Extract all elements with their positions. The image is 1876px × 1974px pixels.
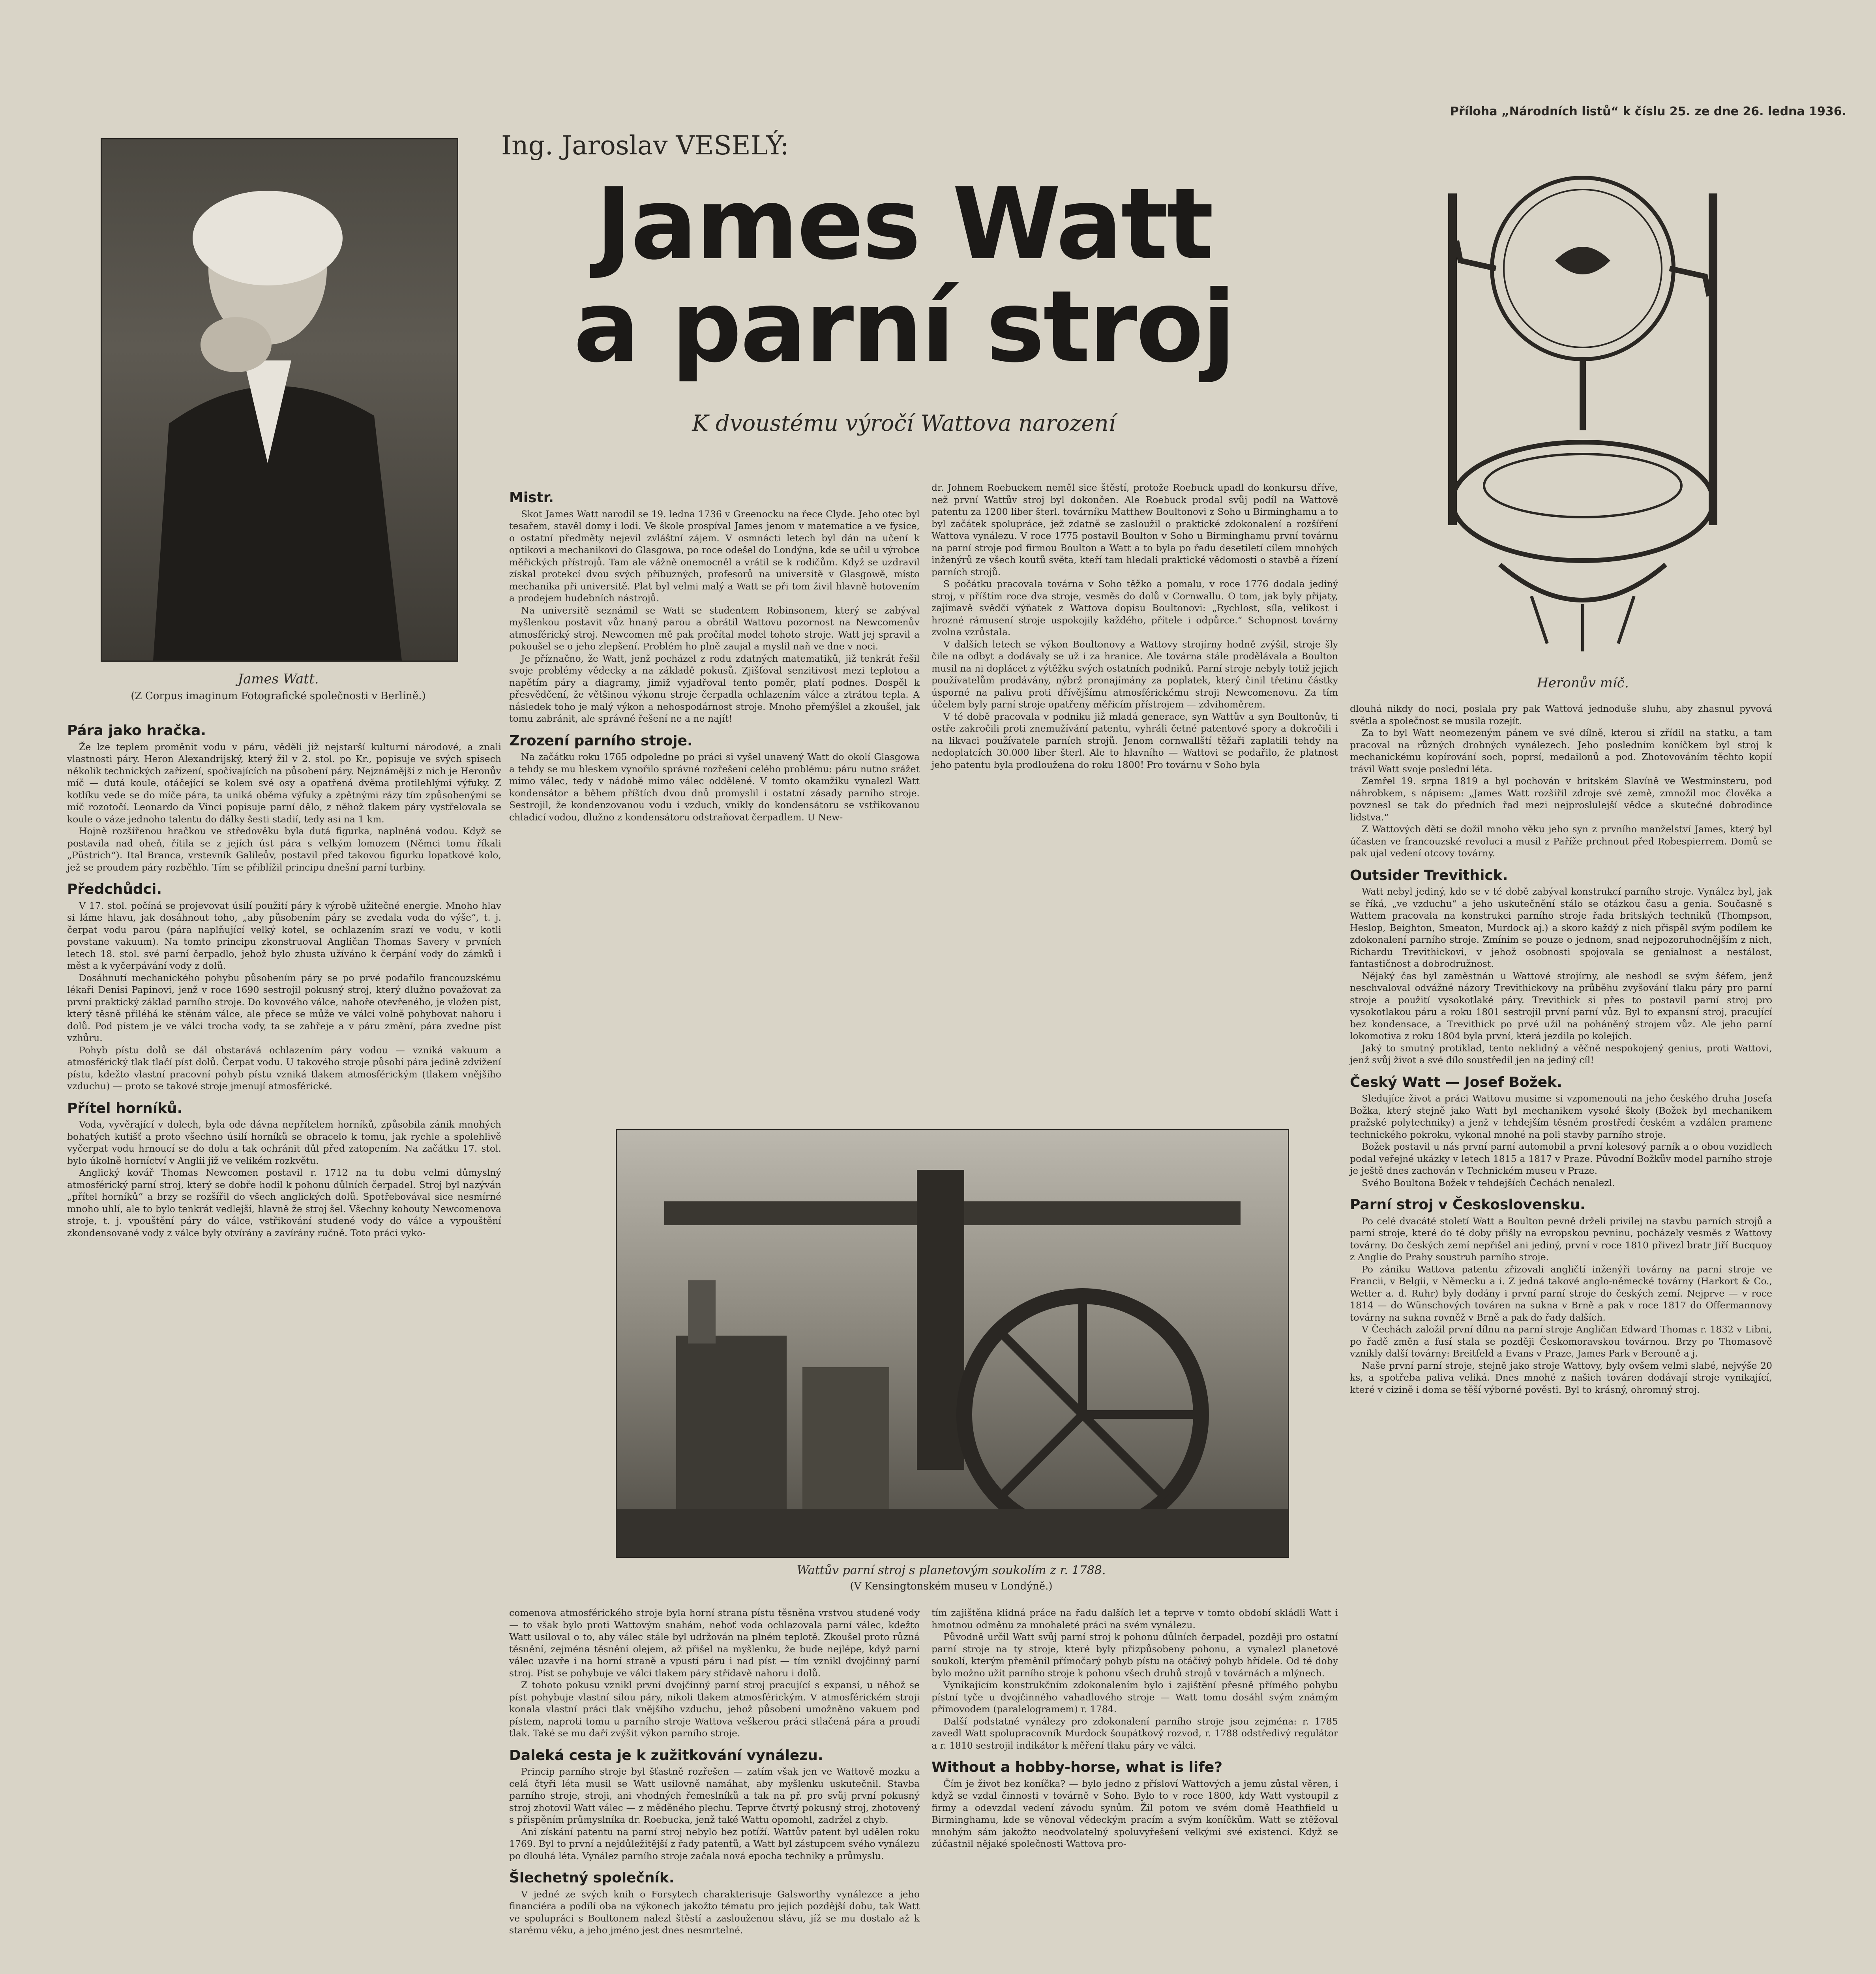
portrait-caption: James Watt. <box>238 671 319 687</box>
paragraph: V jedné ze svých knih o Forsytech charakterisuje Galsworthy vynálezce a jeho financiéra a podílí oba na výkonech jakožto tématu pro jejich pozdější dobu, tak Watt ve spolupráci s Boultonem nalezl štěstí a zaslouženou slávu, jíž se mu dostalo až k starému věku, a jeho jméno jest dnes nesmrtelné. <box>509 1888 920 1936</box>
section-heading: Předchůdci. <box>67 881 162 897</box>
paragraph: Watt nebyl jediný, kdo se v té době zabýval konstrukcí parního stroje. Vynález byl, jak se říká, „ve vzduchu“ a jeho uskutečnění stálo se otázkou času a genia. Současně s Wattem pracovala na konstrukci parního stroje řada britských techniků (Thompson, Heslop, Beighton, Smeaton, Murdock aj.) a skoro každý z nich přispěl svým podílem ke zdokonalení parního stroje. Zmínim se pouze o jednom, snad nejpozoruhodnějším z nich, Richardu Trevithickovi, v jehož osobnosti spojovala se genialnost a nestálost, fantastičnost a dobrodružnost. <box>1350 886 1772 969</box>
column-mid-right <box>931 1607 1338 1850</box>
engine-credit: (V Kensingtonském museu v Londýně.) <box>850 1580 1053 1592</box>
heron-ball-drawing <box>1381 130 1784 667</box>
engine-photo <box>616 1129 1289 1558</box>
paragraph: Naše první parní stroje, stejně jako stroje Wattovy, byly ovšem velmi slabé, nejvýše 20 ks, a spotřeba paliva veliká. Dnes mnohé z našich továren dodávají stroje vynikající, které v cizině i doma se těší výborné pověsti. Byl to krásný, ohromný stroj. <box>1350 1360 1772 1395</box>
portrait-credit: (Z Corpus imaginum Fotografické společnosti v Berlíně.) <box>131 690 426 702</box>
paragraph: Původně určil Watt svůj parní stroj k pohonu důlních čerpadel, později pro ostatní parní stroje na ty stroje, které byly přizpůsobeny pohonu, a vynalezl planetové soukolí, kterým přeměnil přímočarý pohyb pístu na otáčivý pohyb hřídele. Od té doby bylo možno užít parního stroje k pohonu všech druhů strojů v továrnách a mlýnech. <box>931 1631 1338 1679</box>
paragraph: S počátku pracovala továrna v Soho těžko a pomalu, v roce 1776 dodala jediný stroj, v příštím roce dva stroje, vesměs do dolů v Cornwallu. O tom, jak byly přijaty, zajímavě svědčí výňatek z Wattova dopisu Boultonovi: „Rychlost, síla, velikost i hrozné rámusení stroje uspokojily každého, přítele i odpůrce.“ Schopnost továrny zvolna vzrůstala. <box>931 578 1338 638</box>
paragraph: Vynikajícím konstrukčním zdokonalením bylo i zajištění přesně přímého pohybu pístní tyče u dvojčinného vahadlového stroje — Watt tomu dosáhl svým známým přímovodem (paralelogramem) r. 1784. <box>931 1679 1338 1715</box>
column-4 <box>1350 703 1772 1396</box>
paragraph: V 17. stol. počíná se projevovat úsilí použití páry k výrobě užitečné energie. Mnoho hlav si láme hlavu, jak dosáhnout toho, „aby působením páry se zvedala voda do výše“, t. j. čerpat vodu parou (pára naplňující velký kotel, se ochlazením srazí ve vodu, v kotli povstane vakuum). Na tomto principu zkonstruoval Angličan Thomas Savery v prvních letech 18. stol. své parní čerpadlo, jehož bylo zhusta užíváno k čerpání vody do zámků i měst a k vyčerpávání vody z dolů. <box>67 900 501 971</box>
paragraph: Ani získání patentu na parní stroj nebylo bez potíží. Wattův patent byl udělen roku 1769. Byl to první a nejdůležitější z řady patentů, a Watt byl zástupcem svého vynálezu po dlouhá léta. Vynález parního stroje začala nová epocha techniky a průmyslu. <box>509 1826 920 1861</box>
paragraph: Jaký to smutný protiklad, tento neklidný a věčně nespokojený genius, proti Wattovi, jenž svůj život a své dílo soustředil jen na jediný cíl! <box>1350 1042 1772 1066</box>
paragraph: V Čechách založil první dílnu na parní stroje Angličan Edward Thomas r. 1832 v Libni, po řadě změn a fusí stala se později Českomoravskou továrnou. Brzy po Thomasově vznikly další továrny: Breitfeld a Evans v Praze, James Park v Berouně a j. <box>1350 1324 1772 1359</box>
paragraph: Nějaký čas byl zaměstnán u Wattové strojírny, ale neshodl se svým šéfem, jenž neschvaloval odvážné názory Trevithickovy na průběhu zvyšování tlaku páry pro parní stroje a použití vysokotlaké páry. Trevithick si přes to postavil parní stroj pro vysokotlakou páru a roku 1801 sestrojil první parní vůz. Byl to expansní stroj, pracující bez kondensace, a Trevithick po prvé užil na poháněný strojem vůz. Ale jeho parní lokomotiva z roku 1804 byla první, která jezdila po kolejích. <box>1350 970 1772 1041</box>
column-mid-left <box>509 1607 920 1936</box>
paragraph: Dosáhnutí mechanického pohybu působením páry se po prvé podařilo francouzskému lékaři Denisi Papinovi, jenž v roce 1690 sestrojil pokusný stroj, který dlužno považovat za první praktický základ parního stroje. Do kovového válce, nahoře otevřeného, je vložen píst, který těsně přiléhá ke stěnám válce, ale přece se může ve válci volně pohybovat nahoru i dolů. Pod pístem je ve válci trocha vody, ta se zahřeje a v páru změní, pára zvedne píst vzhůru. <box>67 972 501 1043</box>
paragraph: V té době pracovala v podniku již mladá generace, syn Wattův a syn Boultonův, ti ostře zakročili proti znemužívání patentu, vyhráli četné patentové spory a dokročili i na likvaci používatele parních strojů. Jenom cornwallští těžaři zaplatili tehdy na nedoplatcích 30.000 liber šterl. Ale to hlavního — Wattovi se podařilo, že platnost jeho patentu byla prodloužena do roku 1800! Pro továrnu v Soho byla <box>931 711 1338 770</box>
title-line-1: James Watt <box>595 167 1213 281</box>
title-line-2: a parní stroj <box>573 269 1235 384</box>
paragraph: Je příznačno, že Watt, jenž pocházel z rodu zdatných matematiků, již tenkrát řešil svoje problémy vědecky a na základě pokusů. Zjišťoval senzitivost mezi teplotou a napětím páry a diagramy, jimiž vyjadřoval tento poměr, platí podnes. Dospěl k přesvědčení, že většinou výkonu stroje čerpadla ochlazením válce a ztrátou tepla. A následek toho je malý výkon a nehospodárnost stroje. Mnoho přemýšlel a zkoušel, jak tomu zabránit, ale správné řešení ne a ne najít! <box>509 653 920 724</box>
paragraph: Další podstatné vynálezy pro zdokonalení parního stroje jsou zejména: r. 1785 zavedl Watt spolupracovník Murdock šoupátkový rozvod, r. 1788 odstředivý regulátor a r. 1810 sestrojil indikátor k měření tlaku páry ve válci. <box>931 1715 1338 1751</box>
section-heading: Outsider Trevithick. <box>1350 867 1508 884</box>
heron-illustration <box>1381 130 1784 667</box>
paragraph: tím zajištěna klidná práce na řadu dalších let a teprve v tomto období skládli Watt i hmotnou odměnu za mnohaleté práci na svém vynálezu. <box>931 1607 1338 1631</box>
portrait-photo <box>101 138 458 662</box>
supplement-note: Příloha „Národních listů“ k číslu 25. ze dne 26. ledna 1936. <box>1450 105 1846 118</box>
paragraph: Božek postavil u nás první parní automobil a první kolesový parník a o obou vozidlech podal veřejné ukázky v letech 1815 a 1817 v Praze. Původní Božkův model parního stroje je ještě dnes zachován v Technickém museu v Praze. <box>1350 1141 1772 1176</box>
section-heading: Český Watt — Josef Božek. <box>1350 1074 1562 1090</box>
section-heading: Mistr. <box>509 490 554 506</box>
paragraph: Že lze teplem proměnit vodu v páru, věděli již nejstarší kulturní národové, a znali vlastnosti páry. Heron Alexandrijský, který žil v 2. stol. po Kr., popisuje ve svých spisech několik technických zařízení, spočívajících na působení páry. Nejznámější z nich je Heronův míč — dutá koule, otáčející se kolem své osy a opatřená dvěma protilehlými výfuky. Z kotlíku vede se do míče pára, ta uniká oběma výfuky a zpětnými rázy tím způsobenými se míč rozotočí. Leonardo da Vinci popisuje parní dělo, z něhož tlakem páry vystřelovala se koule o váze jednoho talentu do dálky šesti stadií, tedy asi na 1 km. <box>67 741 501 825</box>
column-1 <box>67 715 501 1239</box>
paragraph: dlouhá nikdy do noci, poslala pry pak Wattová jednoduše sluhu, aby zhasnul pyvová světla a společnost se musila rozejít. <box>1350 703 1772 726</box>
section-heading: Daleká cesta je k zužitkování vynálezu. <box>509 1747 823 1764</box>
paragraph: Po zániku Wattova patentu zřizovali angličtí inženýři továrny na parní stroje ve Francii, v Belgii, v Německu a i. Z jedná takové anglo-německé továrny (Harkort & Co., Wetter a. d. Ruhr) byly dodány i první parní stroje do českých zemí. Nejprve — v roce 1814 — do Wünschových továren na sukna v Brně a pak v roce 1817 do Offermannovy továrny na sukna rovněž v Brně a pak do řady dalších. <box>1350 1263 1772 1323</box>
paragraph: Po celé dvacáté století Watt a Boulton pevně drželi privilej na stavbu parních strojů a parní stroje, které do té doby přišly na evropskou pevninu, pocházely vesměs z Wattovy továrny. Do českých zemí nepřišel ani jediný, první v roce 1810 přivezl bratr Jiří Bucquoy z Anglie do Prahy soustruh parního stroje. <box>1350 1215 1772 1263</box>
paragraph: Z tohoto pokusu vznikl první dvojčinný parní stroj pracující s expansí, u něhož se píst pohybuje vlastní silou páry, nikoli tlakem atmosférickým. V atmosférickém stroji konala vlastní práci tlak vnějšího vzduchu, jehož působení umožněno vakuem pod pístem, naproti tomu u parního stroje Wattova veškerou práci stlačená pára a proudí tlak. Také se mu daří zvýšit výkon parního stroje. <box>509 1679 920 1739</box>
paragraph: Pohyb pístu dolů se dál obstarává ochlazením páry vodou — vzniká vakuum a atmosférický tlak tlačí píst dolů. Čerpat vodu. U takového stroje působí pára jedině zdvižení pístu, kdežto vlastní pracovní pohyb pístu vzniká tlakem atmosférickým (tlakem vnějšího vzduchu) — proto se takové stroje jmenují atmosférické. <box>67 1044 501 1092</box>
paragraph: dr. Johnem Roebuckem neměl sice štěstí, protože Roebuck upadl do konkursu dříve, než první Wattův stroj byl dokončen. Ale Roebuck prodal svůj podíl na Wattově patentu za 1200 liber šterl. továrníku Matthew Boultonovi z Soho u Birminghamu a to byl začátek spolupráce, jež zdatně se zasloužil o praktické zdokonalení a rozšíření Wattova vynálezu. V roce 1775 postavil Boulton v Soho u Birminghamu první továrnu na parní stroje pod firmou Boulton a Watt a to byla po řadu desetiletí cílem mnohých inženýrů ze všech koutů světa, kteří tam hledali praktické vědomosti o stavbě a řízení parních strojů. <box>931 482 1338 578</box>
engine-drawing <box>617 1130 1288 1557</box>
subtitle: K dvoustému výročí Wattova narození <box>692 411 1116 436</box>
paragraph: V dalších letech se výkon Boultonovy a Wattovy strojírny hodně zvýšil, stroje šly čile na odbyt a dodávaly se už i za hranice. Ale továrna stále prodělávala a Boulton musil na ni doplácet z výtěžku svých ostatních podniků. Parní stroje nebyly totiž jejich používatelům prodávány, nýbrž pronajímány za poplatek, který činil třetinu částky úsporné na palivu proti dřívějšímu atmosférickému stroji Newcomenovu. Za tím účelem byly parní stroje opatřeny měřicím přístrojem — zdvihoměrem. <box>931 638 1338 710</box>
column-3 <box>931 482 1338 771</box>
byline: Ing. Jaroslav VESELÝ: <box>501 130 789 161</box>
paragraph: Princip parního stroje byl šťastně rozřešen — zatím však jen ve Wattově mozku a celá čtyři léta musil se Watt usilovně namáhat, aby myšlenku uskutečnil. Stavba parního stroje, stroji, ani vhodných řemeslníků a tak na př. pro svůj první pokusný stroj zhotovil Watt válec — z měděného plechu. Teprve čtvrtý pokusný stroj, zhotovený s přispěním průmyslníka dr. Roebucka, jenž také Wattu opomohl, zadržel z chyb. <box>509 1766 920 1825</box>
heron-caption: Heronův míč. <box>1537 675 1629 691</box>
paragraph: Hojně rozšířenou hračkou ve středověku byla dutá figurka, naplněná vodou. Když se postavila nad oheň, řítila se z jejích úst pára s velkým lomozem (Němci tomu říkali „Püstrich“). Ital Branca, vrstevník Galileův, postavil před takovou figurku lopatkové kolo, jež se proudem páry rozběhlo. Tím se přiblížil principu dnešní parní turbiny. <box>67 826 501 873</box>
paragraph: Voda, vyvěrající v dolech, byla ode dávna nepřítelem horníků, způsobila zánik mnohých bohatých kutišť a proto všechno úsilí horníků se obracelo k tomu, jak rychle a spolehlivě vyčerpat vodu hrnoucí se do dolu a tak ochránit důl před zatopením. Na začátku 17. stol. bylo úkolně horníctví v Anglii již ve velikém rozkvětu. <box>67 1119 501 1166</box>
paragraph: comenova atmosférického stroje byla horní strana pístu těsněna vrstvou studené vody — to však bylo proti Wattovým snahám, neboť voda ochlazovala parní válec, kdežto Watt usiloval o to, aby válec stále byl udržován na plném teplotě. Zkoušel proto různá těsnění, zejména těsnění olejem, až přišel na myšlenku, že bude nejlépe, když parní válec uzavře i na horní straně a vpustí páru i nad píst — tím vznikl dvojčinný parní stroj. Píst se pohybuje ve válci tlakem páry střídavě nahoru i dolů. <box>509 1607 920 1679</box>
section-heading: Přítel horníků. <box>67 1100 183 1116</box>
paragraph: Za to byl Watt neomezeným pánem ve své dílně, kterou si zřídil na statku, a tam pracoval na různých drobných vynálezech. Jeho posledním koníčkem byl stroj k mechanickému kopírování soch, poprsí, medailonů a pod. Zhotovováním těchto kopií trávil Watt svoje poslední léta. <box>1350 727 1772 775</box>
paragraph: Zemřel 19. srpna 1819 a byl pochován v britském Slavíně ve Westminsteru, pod náhrobkem, s nápisem: „James Watt rozšířil zdroje své země, zmnožil moc člověka a povznesl se tak do předních řad mezi nejproslulejší vědce a skutečné dobrodince lidstva.“ <box>1350 775 1772 823</box>
section-heading: Pára jako hračka. <box>67 722 206 739</box>
paragraph: Skot James Watt narodil se 19. ledna 1736 v Greenocku na řece Clyde. Jeho otec byl tesařem, stavěl domy i lodi. Ve škole prospíval James jenom v matematice a ve fysice, o ostatní předměty nejevil zvláštní zájem. V osmnácti letech byl dán na učení k optikovi a mechanikovi do Glasgowa, po roce odešel do Londýna, kde se učil u výrobce měřických přístrojů. Tam ale vážně onemocněl a vrátil se k rodičům. Když se uzdravil získal protekcí dvou svých příbuzných, profesorů na universitě v Glasgowě, místo mechanika při universitě. Plat byl velmi malý a Watt se při tom živil hlavně hotovením a prodejem hudebních nástrojů. <box>509 508 920 604</box>
paragraph: Na universitě seznámil se Watt se studentem Robinsonem, který se zabýval myšlenkou postavit vůz hnaný parou a obrátil Wattovu pozornost na Newcomenův atmosférický stroj. Newcomen mě pak pročítal model tohoto stroje. Watt jej spravil a pokoušel se o jeho zlepšení. Problém ho plně zaujal a myslil naň ve dne v noci. <box>509 604 920 652</box>
section-heading: Šlechetný společník. <box>509 1870 675 1886</box>
section-heading: Parní stroj v Československu. <box>1350 1197 1586 1213</box>
paragraph: Z Wattových dětí se dožil mnoho věku jeho syn z prvního manželství James, který byl účasten ve francouzské revoluci a musil z Paříže prchnout před Robespierrem. Domů se pak ujal vedení otcovy továrny. <box>1350 824 1772 859</box>
portrait-figure <box>102 139 457 661</box>
paragraph: Na začátku roku 1765 odpoledne po práci si vyšel unavený Watt do okolí Glasgowa a tehdy se mu bleskem vynořilo správné rozřešení celého problému: páru nutno srážet mimo válec, tedy v nádobě mimo válec oddělené. V tomto okamžiku vynalezl Watt kondensátor a během příštích dvou dnů promyslil i ostatní zásady parního stroje. Sestrojil, že kondenzovanou vodu i vzduch, vnikly do kondensátoru se vstřikovanou chladicí vodou, dlužno z kondensátoru odstraňovat čerpadlem. U New- <box>509 751 920 823</box>
paragraph: Čím je život bez koníčka? — bylo jedno z přísloví Wattových a jemu zůstal věren, i když se vzdal činnosti v továrně v Soho. Bylo to v roce 1800, kdy Watt vystoupil z firmy a odevzdal vedení závodu synům. Žil potom ve svém domě Heathfield u Birminghamu, kde se věnoval vědeckým pracím a svým koníčkům. Watt se ztěžoval mnohým sám jakožto neodvolatelný spoluvyřešení velkými své existenci. Když se zúčastnil nějaké společnosti Wattova pro- <box>931 1778 1338 1849</box>
section-heading: Without a hobby-horse, what is life? <box>931 1759 1223 1775</box>
paragraph: Sledujíce život a práci Wattovu musime si vzpomenouti na jeho českého druha Josefa Božka, který stejně jako Watt byl mechanikem vysoké školy (Božek byl mechanikem pražské polytechniky) a jenž v tehdejším těsném prostředí českém a vzdálen pramene technického pokroku, vykonal mnohé na poli stavby parního stroje. <box>1350 1093 1772 1140</box>
column-2 <box>509 482 920 823</box>
paragraph: Anglický kovář Thomas Newcomen postavil r. 1712 na tu dobu velmi důmyslný atmosférický parní stroj, který se dobře hodil k pohonu důlních čerpadel. Stroj byl nazýván „přítel horníků“ a brzy se rozšířil do všech anglických dolů. Spotřebovával sice nesmírné mnoho uhlí, ale to bylo tenkrát vedlejší, hlavně že stroj šel. Všechny kohouty Newcomenova stroje, t. j. vpouštění páry do válce, vstřikování studené vody do válce a vypouštění zkondensované vody z válce byly otvírány a zavírány ručně. Toto práci vyko- <box>67 1167 501 1238</box>
paragraph: Svého Boultona Božek v tehdejších Čechách nenalezl. <box>1362 1177 1615 1188</box>
engine-caption: Wattův parní stroj s planetovým soukolím z r. 1788. <box>797 1563 1106 1577</box>
section-heading: Zrození parního stroje. <box>509 732 693 749</box>
